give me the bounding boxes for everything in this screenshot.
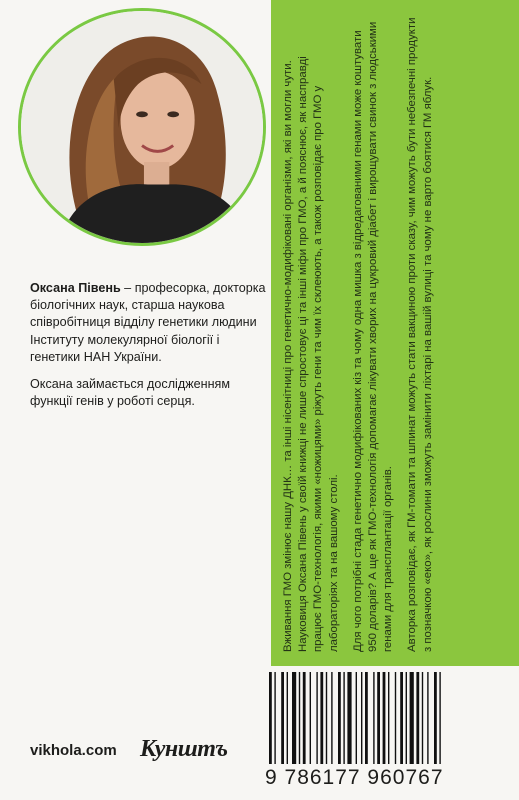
barcode-bar — [310, 672, 311, 764]
barcode-number: 9 786177 960767 — [265, 766, 444, 789]
barcode-bar — [281, 672, 284, 764]
author-photo — [18, 8, 266, 246]
barcode-bar — [406, 672, 407, 764]
barcode — [255, 672, 509, 794]
barcode-bar — [292, 672, 296, 764]
blurb-paragraph-2: Для чого потрібні стада генетично модифікованих кіз та чому одна мишка з відредагованими генами може коштувати 950 доларів? А ще як ГМО-технологія допомагає лікувати хворих на цукровий діабет і вирощувати свинок з людськими генами для трансплантації органів. — [351, 21, 395, 652]
website-link[interactable]: vikhola.com — [30, 742, 117, 759]
barcode-bar — [377, 672, 380, 764]
blurb-paragraph-3: Авторка розповідає, як ГМ-томати та шпинат можуть стати вакциною проти сказу, чим можуть бути небезпечні продукти з позначкою «еко», як рослини зможуть замінити ліхтарі на вашій вулиці та чому не варто боятися ГМ яблук. — [406, 17, 434, 652]
barcode-bar — [383, 672, 386, 764]
barcode-bar — [416, 672, 419, 764]
barcode-bar — [422, 672, 423, 764]
barcode-bar — [338, 672, 341, 764]
barcode-bar — [326, 672, 327, 764]
barcode-bar — [400, 672, 403, 764]
barcode-bar — [269, 672, 272, 764]
barcode-bar — [365, 672, 368, 764]
publisher-logo: Кунштъ — [140, 736, 228, 762]
bio-paragraph-2: Оксана займається дослідженням функції генів у роботі серця. — [30, 377, 231, 409]
barcode-bar — [361, 672, 362, 764]
blurb-rotated-text — [271, 6, 519, 666]
barcode-bar — [331, 672, 332, 764]
barcode-bar — [427, 672, 428, 764]
barcode-bar — [356, 672, 357, 764]
barcode-bar — [274, 672, 275, 764]
barcode-bar — [299, 672, 300, 764]
barcode-bar — [316, 672, 317, 764]
barcode-bar — [439, 672, 440, 764]
barcode-bar — [287, 672, 288, 764]
author-bio — [30, 280, 266, 420]
barcode-bar — [347, 672, 351, 764]
bio-paragraph-1 — [30, 280, 266, 366]
barcode-bar — [410, 672, 414, 764]
barcode-bar — [343, 672, 344, 764]
barcode-bar — [373, 672, 374, 764]
barcode-bar — [303, 672, 306, 764]
blurb-panel — [271, 0, 519, 666]
barcode-bars — [255, 672, 509, 764]
barcode-bar — [395, 672, 396, 764]
author-name: Оксана Півень — [30, 281, 121, 295]
barcode-bar — [388, 672, 389, 764]
barcode-bar — [434, 672, 437, 764]
blurb-paragraph-1: Вживання ГМО змінює нашу ДНК… та інші нісенітниці про генетично-модифіковані організми, які ви могли чути. Науковиця Оксана Півень у своїй книжці не лише спростовує ці та інші міфи про ГМО, а й пояснює, як насправді працює ГМО-технологія, якими «ножицями» ріжуть гени та чим їх склеюють, а також розповідає про ГМО у лабораторіях та на вашому столі. — [282, 56, 340, 652]
author-bio-text: – професорка, докторка біологічних наук, старша наукова співробітниця відділу генетики людини Інституту молекулярної біології і генетики НАН України. — [30, 281, 266, 364]
barcode-bar — [320, 672, 323, 764]
